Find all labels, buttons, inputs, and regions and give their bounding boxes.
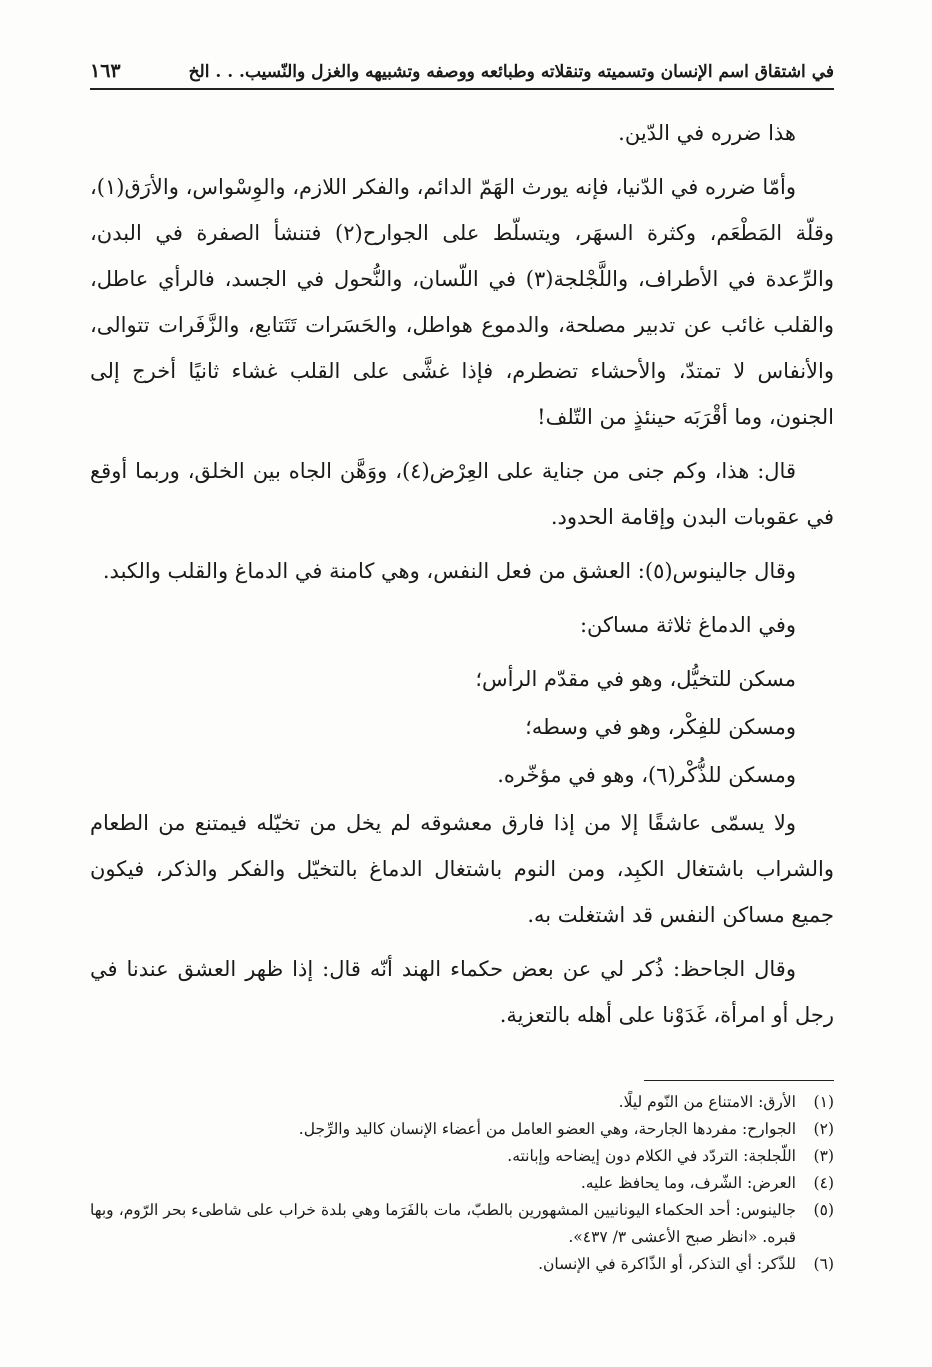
paragraph-4: وقال جالينوس(٥): العشق من فعل النفس، وهي كامنة في الدماغ والقلب والكبد. [102,559,796,583]
list-item-imagination: مسكن للتخيُّل، وهو في مقدّم الرأس؛ [475,667,796,691]
list-item-memory: ومسكن للذُّكْر(٦)، وهو في مؤخّره. [497,763,796,787]
footnote-5 [90,1197,834,1251]
footnote-text: جالينوس: أحد الحكماء اليونانيين المشهورين بالطبّ، مات بالفَرَما وهي بلدة خراب على شاطىء بحر الرّوم، وبها قبره. «انظر صبح الأعشى ٣/ ٤٣٧». [90,1201,796,1246]
footnote-number: (٣) [813,1147,834,1165]
paragraph-2: وأمّا ضرره في الدّنيا، فإنه يورث الهَمّ الدائم، والفكر اللازم، والوِسْواس، والأرَق(١)، وقلّة المَطْعَم، وكثرة السهَر، ويتسلّط على الجوارح(٢) فتنشأ الصفرة في البدن، والرِّعدة في الأطراف، واللَّجْلجة(٣) في اللّسان، والنُّحول في الجسد، فالرأي عاطل، والقلب غائب عن تدبير مصلحة، والدموع هواطل، والحَسَرات تَتَتابع، والزَّفَرات تتوالى، والأنفاس لا تمتدّ، والأحشاء تضطرم، فإذا غشَّى على القلب غشاء ثانيًا أخرج إلى الجنون، وما أقْرَبَه حينئذٍ من التّلف! [90,175,835,429]
footnote-6 [90,1251,834,1278]
footnotes [90,1080,834,1278]
paragraph-5: وفي الدماغ ثلاثة مساكن: [579,613,796,637]
footnote-1 [90,1089,834,1116]
footnote-divider [644,1080,834,1081]
footnote-text: الأرق: الامتناع من النّوم ليلًا. [618,1093,796,1111]
footnote-number: (٤) [813,1174,834,1192]
paragraph-7: وقال الجاحظ: ذُكر لي عن بعض حكماء الهند أنّه قال: إذا ظهر العشق عندنا في رجل أو امرأة، غَدَوْنا على أهله بالتعزية. [90,957,834,1027]
list-item-thought: ومسكن للفِكْر، وهو في وسطه؛ [525,715,796,739]
paragraph-6: ولا يسمّى عاشقًا إلا من إذا فارق معشوقه لم يخل من تخيّله فيمتنع من الطعام والشراب باشتغال الكبِد، ومن النوم باشتغال الدماغ بالتخيّل والفكر والذكر، فيكون جميع مساكن النفس قد اشتغلت به. [90,811,834,927]
footnote-number: (٥) [813,1201,834,1219]
footnote-text: الجوارح: مفردها الجارحة، وهي العضو العامل من أعضاء الإنسان كاليد والرِّجل. [298,1120,796,1138]
footnote-number: (٦) [813,1255,834,1273]
running-header [90,60,834,90]
footnote-4 [90,1170,834,1197]
footnote-number: (٢) [813,1120,834,1138]
paragraph-1: هذا ضرره في الدّين. [618,121,796,145]
footnote-2 [90,1116,834,1143]
footnote-text: العرض: الشّرف، وما يحافظ عليه. [580,1174,796,1192]
paragraph-3: قال: هذا، وكم جنى من جناية على العِرْض(٤)، ووَهَّن الجاه بين الخلق، وربما أوقع في عقوبات البدن وإقامة الحدود. [90,459,834,529]
footnote-number: (١) [813,1093,834,1111]
page-number: ١٦٣ [90,60,121,82]
footnote-3 [90,1143,834,1170]
main-text [90,110,834,1038]
footnote-text: اللّجلجة: التردّد في الكلام دون إيضاحه وإبانته. [507,1147,796,1165]
footnote-text: للذّكر: أي التذكر، أو الذّاكرة في الإنسان. [538,1255,796,1273]
chapter-title: في اشتقاق اسم الإنسان وتسميته وتنقلاته وطبائعه ووصفه وتشبيهه والغزل والنّسيب. . . الخ [188,62,834,82]
